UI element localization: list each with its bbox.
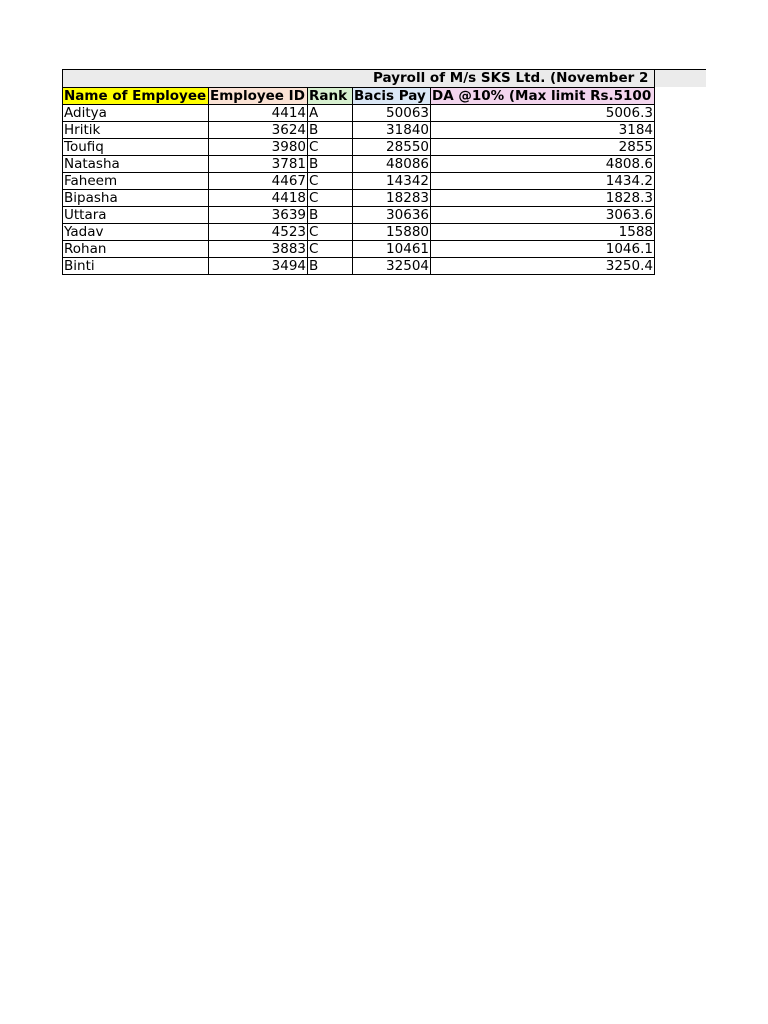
table-row: [63, 122, 655, 139]
cell-employee-id[interactable]: 3980: [209, 139, 308, 156]
header-employee-id[interactable]: Employee ID: [209, 88, 308, 105]
sheet-title: Payroll of M/s SKS Ltd. (November 2: [373, 70, 649, 86]
cell-employee-id[interactable]: 3639: [209, 207, 308, 224]
cell-rank[interactable]: C: [308, 224, 353, 241]
cell-rank[interactable]: A: [308, 105, 353, 122]
cell-name[interactable]: Binti: [63, 258, 209, 275]
cell-name[interactable]: Yadav: [63, 224, 209, 241]
cell-da[interactable]: 5006.3: [431, 105, 655, 122]
cell-da[interactable]: 2855: [431, 139, 655, 156]
cell-basic-pay[interactable]: 32504: [353, 258, 431, 275]
cell-basic-pay[interactable]: 50063: [353, 105, 431, 122]
cell-basic-pay[interactable]: 30636: [353, 207, 431, 224]
cell-employee-id[interactable]: 4418: [209, 190, 308, 207]
table-row: [63, 258, 655, 275]
cell-rank[interactable]: C: [308, 173, 353, 190]
cell-employee-id[interactable]: 4523: [209, 224, 308, 241]
cell-rank[interactable]: B: [308, 156, 353, 173]
table-row: [63, 105, 655, 122]
header-row: [63, 88, 655, 105]
cell-basic-pay[interactable]: 48086: [353, 156, 431, 173]
cell-name[interactable]: Faheem: [63, 173, 209, 190]
cell-da[interactable]: 3184: [431, 122, 655, 139]
cell-da[interactable]: 3063.6: [431, 207, 655, 224]
cell-basic-pay[interactable]: 31840: [353, 122, 431, 139]
cell-rank[interactable]: C: [308, 139, 353, 156]
cell-basic-pay[interactable]: 10461: [353, 241, 431, 258]
cell-name[interactable]: Rohan: [63, 241, 209, 258]
payroll-table: [62, 87, 655, 275]
header-basic-pay[interactable]: Bacis Pay: [353, 88, 431, 105]
cell-da[interactable]: 1046.1: [431, 241, 655, 258]
cell-employee-id[interactable]: 4414: [209, 105, 308, 122]
title-cell-border: [654, 69, 655, 87]
cell-rank[interactable]: C: [308, 241, 353, 258]
table-row: [63, 241, 655, 258]
table-row: [63, 156, 655, 173]
title-row[interactable]: [62, 69, 706, 87]
cell-employee-id[interactable]: 3494: [209, 258, 308, 275]
cell-name[interactable]: Hritik: [63, 122, 209, 139]
header-da[interactable]: DA @10% (Max limit Rs.5100: [431, 88, 655, 105]
cell-rank[interactable]: B: [308, 258, 353, 275]
cell-basic-pay[interactable]: 28550: [353, 139, 431, 156]
table-row: [63, 190, 655, 207]
cell-employee-id[interactable]: 3624: [209, 122, 308, 139]
cell-name[interactable]: Natasha: [63, 156, 209, 173]
cell-basic-pay[interactable]: 14342: [353, 173, 431, 190]
spreadsheet: [62, 69, 706, 275]
cell-name[interactable]: Aditya: [63, 105, 209, 122]
cell-rank[interactable]: B: [308, 122, 353, 139]
cell-da[interactable]: 1434.2: [431, 173, 655, 190]
table-row: [63, 173, 655, 190]
cell-name[interactable]: Bipasha: [63, 190, 209, 207]
cell-basic-pay[interactable]: 18283: [353, 190, 431, 207]
cell-employee-id[interactable]: 3781: [209, 156, 308, 173]
cell-employee-id[interactable]: 3883: [209, 241, 308, 258]
header-rank[interactable]: Rank: [308, 88, 353, 105]
cell-employee-id[interactable]: 4467: [209, 173, 308, 190]
table-row: [63, 139, 655, 156]
cell-rank[interactable]: C: [308, 190, 353, 207]
cell-rank[interactable]: B: [308, 207, 353, 224]
cell-basic-pay[interactable]: 15880: [353, 224, 431, 241]
table-row: [63, 224, 655, 241]
cell-da[interactable]: 4808.6: [431, 156, 655, 173]
cell-name[interactable]: Toufiq: [63, 139, 209, 156]
cell-da[interactable]: 1828.3: [431, 190, 655, 207]
cell-da[interactable]: 1588: [431, 224, 655, 241]
cell-da[interactable]: 3250.4: [431, 258, 655, 275]
table-row: [63, 207, 655, 224]
cell-name[interactable]: Uttara: [63, 207, 209, 224]
header-name-of-employee[interactable]: Name of Employee: [63, 88, 209, 105]
